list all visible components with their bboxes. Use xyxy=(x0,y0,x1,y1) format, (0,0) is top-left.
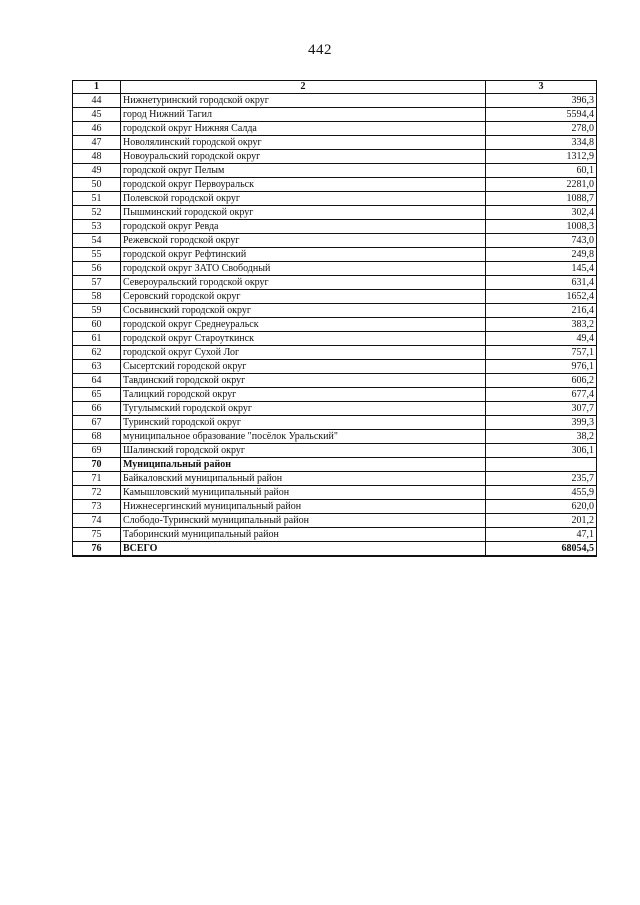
row-number: 58 xyxy=(73,290,121,304)
row-value: 383,2 xyxy=(486,318,597,332)
table-row xyxy=(73,500,597,514)
row-number: 45 xyxy=(73,108,121,122)
table-row xyxy=(73,290,597,304)
table-row xyxy=(73,262,597,276)
page-number: 442 xyxy=(308,42,332,58)
table-row xyxy=(73,416,597,430)
row-name: городской округ Среднеуральск xyxy=(121,318,486,332)
row-number: 73 xyxy=(73,500,121,514)
row-name: Новолялинский городской округ xyxy=(121,136,486,150)
column-header-number: 1 xyxy=(73,81,121,94)
row-name: ВСЕГО xyxy=(121,542,486,557)
table-row xyxy=(73,430,597,444)
row-number: 76 xyxy=(73,542,121,557)
table-row xyxy=(73,164,597,178)
row-value: 1312,9 xyxy=(486,150,597,164)
row-name: Полевской городской округ xyxy=(121,192,486,206)
row-name: Нижнесергинский муниципальный район xyxy=(121,500,486,514)
row-name: Нижнетуринский городской округ xyxy=(121,94,486,108)
row-name: городской округ Рефтинский xyxy=(121,248,486,262)
table-row xyxy=(73,402,597,416)
row-name: Новоуральский городской округ xyxy=(121,150,486,164)
row-value: 235,7 xyxy=(486,472,597,486)
row-number: 69 xyxy=(73,444,121,458)
row-name: городской округ ЗАТО Свободный xyxy=(121,262,486,276)
row-value: 399,3 xyxy=(486,416,597,430)
row-name: город Нижний Тагил xyxy=(121,108,486,122)
row-value: 976,1 xyxy=(486,360,597,374)
row-value: 145,4 xyxy=(486,262,597,276)
row-value: 606,2 xyxy=(486,374,597,388)
row-name: Пышминский городской округ xyxy=(121,206,486,220)
row-name: городской округ Ревда xyxy=(121,220,486,234)
row-number: 50 xyxy=(73,178,121,192)
row-value: 455,9 xyxy=(486,486,597,500)
table-row xyxy=(73,122,597,136)
row-value: 1652,4 xyxy=(486,290,597,304)
row-name: Режевской городской округ xyxy=(121,234,486,248)
row-name: Сосьвинский городской округ xyxy=(121,304,486,318)
row-name: Туринский городской округ xyxy=(121,416,486,430)
table-row xyxy=(73,374,597,388)
row-number: 64 xyxy=(73,374,121,388)
row-value: 249,8 xyxy=(486,248,597,262)
row-number: 57 xyxy=(73,276,121,290)
table-row xyxy=(73,276,597,290)
table-row xyxy=(73,360,597,374)
row-value: 2281,0 xyxy=(486,178,597,192)
table-row xyxy=(73,108,597,122)
row-name: Серовский городской округ xyxy=(121,290,486,304)
row-value: 302,4 xyxy=(486,206,597,220)
row-number: 75 xyxy=(73,528,121,542)
row-number: 56 xyxy=(73,262,121,276)
row-value: 396,3 xyxy=(486,94,597,108)
row-name: Сысертский городской округ xyxy=(121,360,486,374)
table-row xyxy=(73,94,597,108)
row-name: муниципальное образование "посёлок Уральский" xyxy=(121,430,486,444)
table-header-row xyxy=(73,81,597,94)
row-name: городской округ Нижняя Салда xyxy=(121,122,486,136)
row-number: 60 xyxy=(73,318,121,332)
row-value: 307,7 xyxy=(486,402,597,416)
row-name: Тугулымский городской округ xyxy=(121,402,486,416)
table-row xyxy=(73,150,597,164)
row-number: 55 xyxy=(73,248,121,262)
table-row xyxy=(73,136,597,150)
row-name: городской округ Пелым xyxy=(121,164,486,178)
row-name: Североуральский городской округ xyxy=(121,276,486,290)
row-number: 49 xyxy=(73,164,121,178)
row-name: городской округ Староуткинск xyxy=(121,332,486,346)
row-number: 59 xyxy=(73,304,121,318)
row-number: 61 xyxy=(73,332,121,346)
column-header-value: 3 xyxy=(486,81,597,94)
row-value: 278,0 xyxy=(486,122,597,136)
row-name: Камышловский муниципальный район xyxy=(121,486,486,500)
row-value: 743,0 xyxy=(486,234,597,248)
table-row xyxy=(73,486,597,500)
row-value: 68054,5 xyxy=(486,542,597,557)
table-body xyxy=(73,94,597,557)
table-row xyxy=(73,304,597,318)
table-row xyxy=(73,542,597,557)
table-row xyxy=(73,388,597,402)
row-value: 5594,4 xyxy=(486,108,597,122)
table-row xyxy=(73,318,597,332)
row-number: 54 xyxy=(73,234,121,248)
row-value: 47,1 xyxy=(486,528,597,542)
row-value xyxy=(486,458,597,472)
budget-table xyxy=(72,80,597,557)
row-number: 46 xyxy=(73,122,121,136)
row-number: 66 xyxy=(73,402,121,416)
row-number: 65 xyxy=(73,388,121,402)
table-row xyxy=(73,332,597,346)
row-value: 201,2 xyxy=(486,514,597,528)
table-row xyxy=(73,472,597,486)
row-name: Таборинский муниципальный район xyxy=(121,528,486,542)
table-row xyxy=(73,234,597,248)
table-row xyxy=(73,514,597,528)
row-number: 44 xyxy=(73,94,121,108)
row-value: 1088,7 xyxy=(486,192,597,206)
table-row xyxy=(73,178,597,192)
table-row xyxy=(73,220,597,234)
row-number: 47 xyxy=(73,136,121,150)
row-number: 51 xyxy=(73,192,121,206)
row-name: Муниципальный район xyxy=(121,458,486,472)
row-name: Талицкий городской округ xyxy=(121,388,486,402)
column-header-name: 2 xyxy=(121,81,486,94)
row-number: 63 xyxy=(73,360,121,374)
row-value: 216,4 xyxy=(486,304,597,318)
table-row xyxy=(73,192,597,206)
table-row xyxy=(73,458,597,472)
row-value: 1008,3 xyxy=(486,220,597,234)
table-row xyxy=(73,206,597,220)
row-number: 52 xyxy=(73,206,121,220)
row-name: Шалинский городской округ xyxy=(121,444,486,458)
row-number: 71 xyxy=(73,472,121,486)
row-name: Тавдинский городской округ xyxy=(121,374,486,388)
table-row xyxy=(73,528,597,542)
row-name: Байкаловский муниципальный район xyxy=(121,472,486,486)
row-number: 48 xyxy=(73,150,121,164)
row-name: Слободо-Туринский муниципальный район xyxy=(121,514,486,528)
row-value: 38,2 xyxy=(486,430,597,444)
row-number: 72 xyxy=(73,486,121,500)
row-value: 631,4 xyxy=(486,276,597,290)
row-number: 68 xyxy=(73,430,121,444)
row-value: 49,4 xyxy=(486,332,597,346)
row-number: 70 xyxy=(73,458,121,472)
row-name: городской округ Сухой Лог xyxy=(121,346,486,360)
row-number: 74 xyxy=(73,514,121,528)
row-value: 334,8 xyxy=(486,136,597,150)
table-row xyxy=(73,248,597,262)
row-number: 53 xyxy=(73,220,121,234)
table-row xyxy=(73,444,597,458)
table-row xyxy=(73,346,597,360)
row-value: 677,4 xyxy=(486,388,597,402)
row-value: 60,1 xyxy=(486,164,597,178)
row-value: 306,1 xyxy=(486,444,597,458)
row-name: городской округ Первоуральск xyxy=(121,178,486,192)
row-number: 67 xyxy=(73,416,121,430)
row-value: 757,1 xyxy=(486,346,597,360)
row-value: 620,0 xyxy=(486,500,597,514)
row-number: 62 xyxy=(73,346,121,360)
